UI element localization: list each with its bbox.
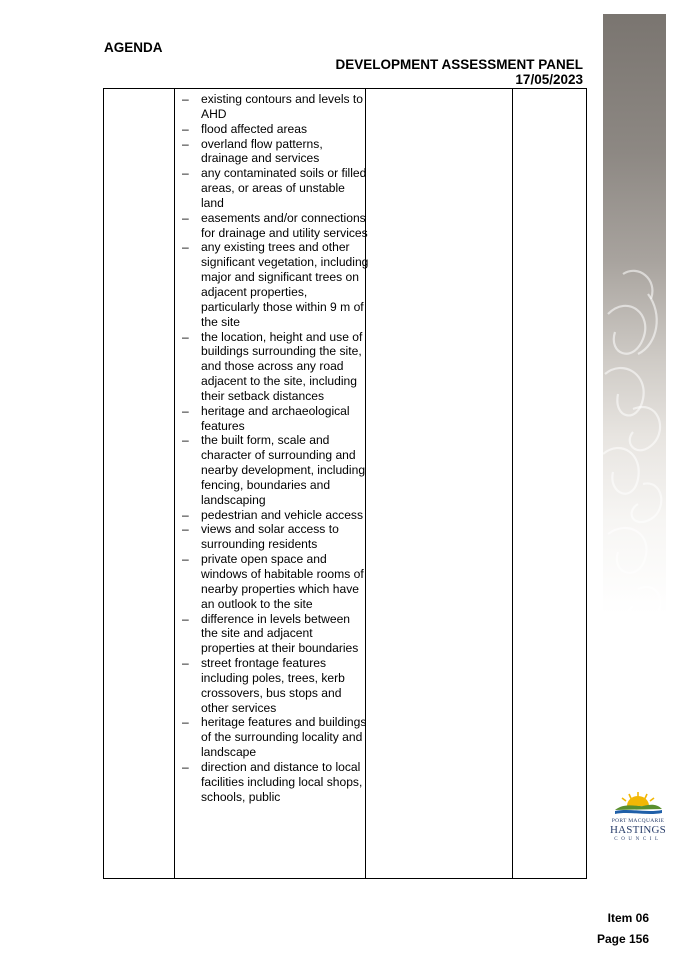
meeting-date: 17/05/2023 xyxy=(515,72,583,87)
logo-text-port-macquarie: PORT MACQUARIE xyxy=(611,818,665,824)
swirl-pattern-icon xyxy=(603,14,666,784)
column-divider xyxy=(512,89,513,878)
site-analysis-list xyxy=(179,92,369,805)
list-item: – overland flow patterns, drainage and services xyxy=(182,136,323,166)
item-number: Item 06 xyxy=(607,911,649,925)
list-item: – any existing trees and other significant vegetation, including major and significant trees on adjacent properties, particularly those within 9 m of the site xyxy=(182,240,369,329)
list-item: – the location, height and use of buildings surrounding the site, and those across any road adjacent to the site, including their setback distances xyxy=(182,329,363,403)
list-item: – flood affected areas xyxy=(182,121,308,136)
list-item: – views and solar access to surrounding residents xyxy=(182,522,339,552)
panel-title: DEVELOPMENT ASSESSMENT PANEL xyxy=(335,57,583,72)
logo-text-hastings: HASTINGS xyxy=(610,824,666,836)
list-item: – heritage and archaeological features xyxy=(182,403,350,433)
column-divider xyxy=(174,89,175,878)
list-item: – direction and distance to local facilities including local shops, schools, public xyxy=(182,759,363,804)
list-item: – existing contours and levels to AHD xyxy=(182,92,364,121)
council-logo xyxy=(605,790,671,850)
list-item: – heritage features and buildings of the surrounding locality and landscape xyxy=(182,715,367,760)
decorative-sidebar xyxy=(603,14,666,784)
list-item: – difference in levels between the site and adjacent properties at their boundaries xyxy=(182,611,359,656)
agenda-heading: AGENDA xyxy=(104,40,163,55)
logo-text-council: COUNCIL xyxy=(614,837,662,842)
list-item: – private open space and windows of habitable rooms of nearby properties which have an outlook to the site xyxy=(182,552,364,611)
assessment-table xyxy=(103,88,587,879)
list-item: – street frontage features including poles, trees, kerb crossovers, bus stops and other services xyxy=(182,656,345,715)
list-item: – the built form, scale and character of surrounding and nearby development, including fencing, boundaries and landscaping xyxy=(182,433,366,507)
list-item: – any contaminated soils or filled areas, or areas of unstable land xyxy=(182,166,367,210)
sun-and-river-icon xyxy=(605,790,671,818)
page-number: Page 156 xyxy=(596,932,649,946)
list-item: – pedestrian and vehicle access xyxy=(182,507,364,522)
list-item: – easements and/or connections for drainage and utility services xyxy=(182,210,368,240)
